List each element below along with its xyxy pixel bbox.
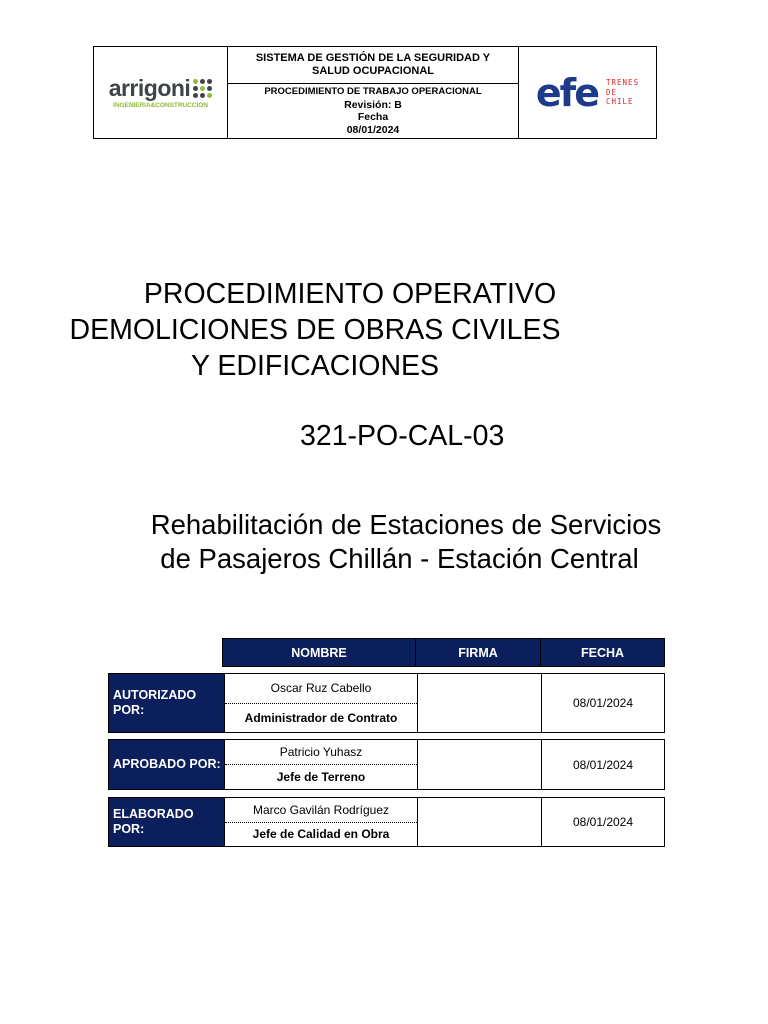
signer-name: Marco Gavilán Rodríguez [225, 798, 417, 823]
header-info [228, 47, 519, 138]
arrigoni-dots-icon [193, 79, 212, 98]
system-title-line2: SALUD OCUPACIONAL [311, 65, 434, 77]
procedure-info [228, 84, 518, 138]
signer-cell [224, 674, 417, 732]
signer-name: Patricio Yuhasz [225, 740, 417, 765]
project-line2: de Pasajeros Chillán - Estación Central [160, 543, 639, 574]
signature-field[interactable] [417, 740, 541, 789]
system-title-line1: SISTEMA DE GESTIÓN DE LA SEGURIDAD Y [255, 52, 491, 64]
date-label: Fecha [357, 111, 389, 123]
arrigoni-logo-tagline: INGENIERIA&CONSTRUCCION [113, 101, 208, 109]
header-firma: FIRMA [415, 638, 541, 667]
date-value: 08/01/2024 [346, 123, 400, 136]
document-code: 321-PO-CAL-03 [300, 420, 505, 452]
header-fecha: FECHA [540, 638, 665, 667]
title-line3: Y EDIFICACIONES [190, 350, 440, 382]
role-label: AUTORIZADO POR: [109, 674, 224, 732]
signature-row-elaborado [108, 797, 665, 847]
signature-field[interactable] [417, 798, 541, 846]
procedure-label: PROCEDIMIENTO DE TRABAJO OPERACIONAL [264, 86, 482, 97]
system-title [228, 47, 518, 84]
document-header [93, 46, 657, 139]
title-line2: DEMOLICIONES DE OBRAS CIVILES [69, 314, 561, 346]
signer-position: Jefe de Calidad en Obra [252, 827, 390, 842]
signature-field[interactable] [417, 674, 541, 732]
project-line1: Rehabilitación de Estaciones de Servicios [150, 509, 662, 540]
signature-date: 08/01/2024 [541, 740, 664, 789]
arrigoni-logo [94, 47, 228, 138]
signature-row-aprobado [108, 739, 665, 790]
arrigoni-logo-word: arrigoni [108, 74, 191, 101]
signer-position: Jefe de Terreno [276, 770, 366, 784]
title-line1: PROCEDIMIENTO OPERATIVO [143, 278, 557, 310]
project-name [100, 508, 712, 576]
signature-date: 08/01/2024 [541, 674, 664, 732]
signature-row-autorizado [108, 673, 665, 733]
signer-cell [224, 798, 417, 846]
signer-position: Administrador de Contrato [244, 710, 398, 725]
efe-logo-tagline: TRENES DE CHILE [606, 78, 640, 107]
signer-name: Oscar Ruz Cabello [225, 674, 417, 704]
signer-cell [224, 740, 417, 789]
efe-logo [519, 47, 656, 138]
header-nombre: NOMBRE [222, 638, 416, 667]
efe-logo-word: efe [535, 70, 598, 115]
signature-date: 08/01/2024 [541, 798, 664, 846]
role-label: APROBADO POR: [109, 740, 224, 789]
role-label: ELABORADO POR: [109, 798, 224, 846]
document-title [69, 276, 670, 384]
revision-label: Revisión: B [344, 98, 402, 111]
